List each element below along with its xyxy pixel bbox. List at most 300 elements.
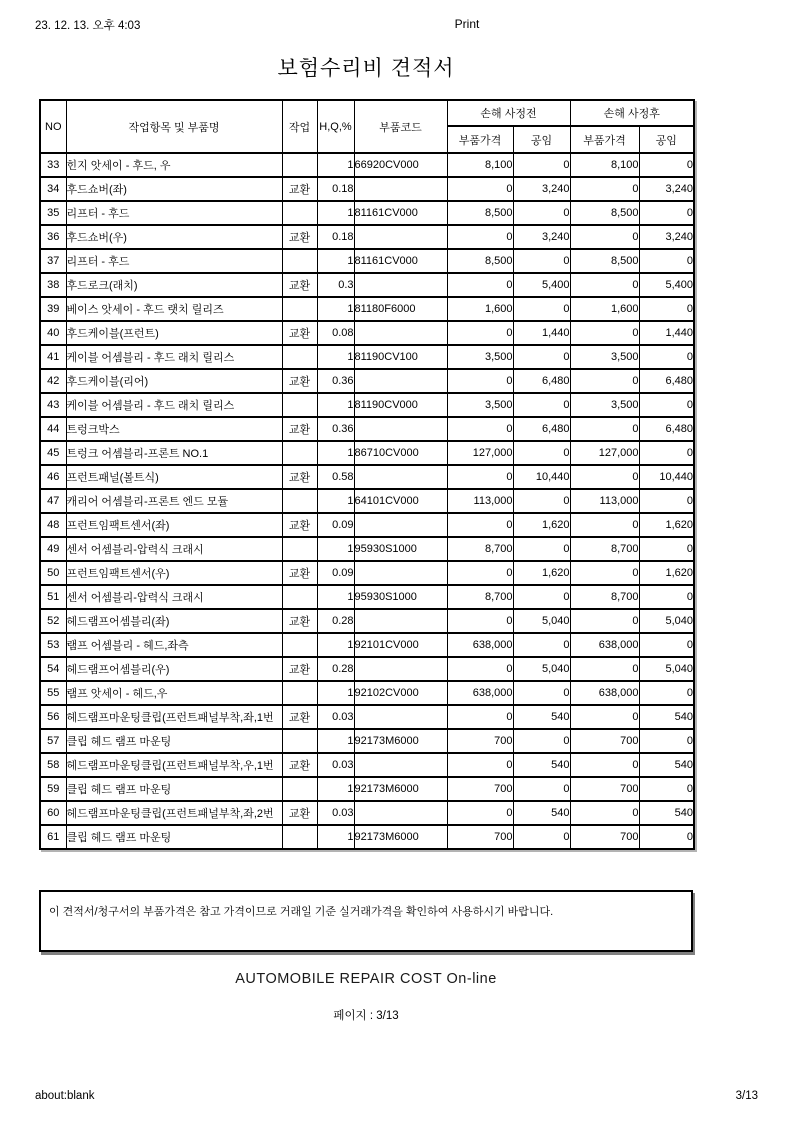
table-row [40,729,694,753]
before-labor: 0 [513,537,570,561]
after-labor: 0 [639,585,694,609]
hq-value: 1 [317,249,354,273]
after-part-price: 0 [570,561,639,585]
before-labor: 0 [513,393,570,417]
part-code: 92173M6000 [354,825,447,849]
row-no: 34 [40,177,66,201]
table-row [40,681,694,705]
work-type: 교환 [282,609,317,633]
col-header-part-code: 부품코드 [354,100,447,153]
row-no: 33 [40,153,66,177]
part-code [354,177,447,201]
after-part-price: 0 [570,657,639,681]
hq-value: 0.18 [317,225,354,249]
before-part-price: 8,700 [447,537,513,561]
row-no: 61 [40,825,66,849]
hq-value: 1 [317,777,354,801]
after-part-price: 3,500 [570,345,639,369]
before-labor: 0 [513,153,570,177]
part-name: 센서 어셈블리-압력식 크래시 [66,585,282,609]
work-type [282,489,317,513]
work-type [282,249,317,273]
row-no: 59 [40,777,66,801]
part-name: 프런트임팩트센서(좌) [66,513,282,537]
work-type: 교환 [282,561,317,585]
part-name: 후드로크(래치) [66,273,282,297]
work-type [282,153,317,177]
row-no: 45 [40,441,66,465]
print-header-title: Print [454,17,480,31]
col-group-before-assessment: 손해 사정전 [447,100,570,126]
table-row [40,249,694,273]
before-part-price: 127,000 [447,441,513,465]
table-row [40,177,694,201]
part-name: 클립 헤드 램프 마운팅 [66,825,282,849]
before-labor: 0 [513,249,570,273]
after-part-price: 0 [570,273,639,297]
before-labor: 1,440 [513,321,570,345]
work-type [282,777,317,801]
hq-value: 1 [317,489,354,513]
before-labor: 0 [513,729,570,753]
table-row [40,777,694,801]
before-labor: 6,480 [513,369,570,393]
part-code: 95930S1000 [354,537,447,561]
after-labor: 0 [639,729,694,753]
table-row [40,369,694,393]
after-part-price: 0 [570,225,639,249]
work-type: 교환 [282,705,317,729]
hq-value: 0.36 [317,417,354,441]
after-labor: 5,040 [639,657,694,681]
after-part-price: 638,000 [570,681,639,705]
after-labor: 0 [639,297,694,321]
after-labor: 0 [639,441,694,465]
hq-value: 0.03 [317,801,354,825]
part-name: 헤드램프어셈블리(우) [66,657,282,681]
before-labor: 0 [513,201,570,225]
work-type: 교환 [282,513,317,537]
page-number: 3/13 [735,1090,758,1102]
work-type: 교환 [282,801,317,825]
after-labor: 540 [639,753,694,777]
after-part-price: 8,700 [570,585,639,609]
table-row [40,393,694,417]
after-labor: 0 [639,249,694,273]
row-no: 39 [40,297,66,321]
after-labor: 0 [639,681,694,705]
table-row [40,705,694,729]
part-name: 후드케이블(리어) [66,369,282,393]
after-labor: 1,440 [639,321,694,345]
table-header [40,100,694,153]
after-part-price: 0 [570,177,639,201]
work-type: 교환 [282,321,317,345]
page-indicator: 페이지 : 3/13 [333,1010,399,1022]
part-code: 81161CV000 [354,249,447,273]
work-type: 교환 [282,369,317,393]
row-no: 44 [40,417,66,441]
before-labor: 1,620 [513,513,570,537]
part-name: 프런트패널(볼트식) [66,465,282,489]
part-code [354,273,447,297]
hq-value: 1 [317,633,354,657]
before-labor: 0 [513,681,570,705]
row-no: 42 [40,369,66,393]
after-labor: 0 [639,489,694,513]
after-part-price: 0 [570,513,639,537]
work-type [282,441,317,465]
hq-value: 1 [317,153,354,177]
part-name: 클립 헤드 램프 마운팅 [66,729,282,753]
work-type: 교환 [282,657,317,681]
before-labor: 5,040 [513,657,570,681]
part-code: 92173M6000 [354,777,447,801]
hq-value: 1 [317,393,354,417]
before-part-price: 700 [447,729,513,753]
part-code: 66920CV000 [354,153,447,177]
hq-value: 0.36 [317,369,354,393]
after-labor: 0 [639,537,694,561]
before-part-price: 8,100 [447,153,513,177]
table-row [40,321,694,345]
work-type [282,345,317,369]
col-header-work: 작업 [282,100,317,153]
after-labor: 1,620 [639,513,694,537]
part-name: 램프 어셈블리 - 헤드,좌측 [66,633,282,657]
work-type [282,393,317,417]
after-part-price: 8,700 [570,537,639,561]
after-part-price: 3,500 [570,393,639,417]
work-type [282,201,317,225]
before-part-price: 638,000 [447,633,513,657]
before-part-price: 3,500 [447,393,513,417]
before-labor: 0 [513,441,570,465]
before-part-price: 8,500 [447,201,513,225]
part-code [354,801,447,825]
row-no: 35 [40,201,66,225]
repair-table-body [40,153,694,849]
part-name: 헤드램프마운팅클립(프런트패널부착,좌,2번 [66,801,282,825]
before-part-price: 0 [447,513,513,537]
table-row [40,513,694,537]
before-labor: 0 [513,585,570,609]
table-row [40,201,694,225]
after-part-price: 638,000 [570,633,639,657]
part-code: 64101CV000 [354,489,447,513]
table-row [40,273,694,297]
hq-value: 0.03 [317,753,354,777]
col-header-hq: H,Q,% [317,100,354,153]
table-row [40,417,694,441]
after-labor: 1,620 [639,561,694,585]
before-part-price: 8,700 [447,585,513,609]
part-code: 81161CV000 [354,201,447,225]
row-no: 57 [40,729,66,753]
after-labor: 0 [639,393,694,417]
after-part-price: 0 [570,369,639,393]
after-part-price: 8,500 [570,249,639,273]
part-code [354,225,447,249]
row-no: 40 [40,321,66,345]
part-name: 헤드램프마운팅클립(프런트패널부착,우,1번 [66,753,282,777]
row-no: 54 [40,657,66,681]
after-part-price: 8,500 [570,201,639,225]
col-header-before-part-price: 부품가격 [447,126,513,153]
work-type: 교환 [282,225,317,249]
work-type: 교환 [282,465,317,489]
before-part-price: 8,500 [447,249,513,273]
before-labor: 3,240 [513,225,570,249]
after-labor: 0 [639,777,694,801]
after-labor: 5,400 [639,273,694,297]
part-code: 81190CV000 [354,393,447,417]
notice-box [39,890,693,952]
repair-estimate-table [39,99,695,850]
part-name: 리프터 - 후드 [66,249,282,273]
before-part-price: 0 [447,177,513,201]
row-no: 52 [40,609,66,633]
after-labor: 5,040 [639,609,694,633]
after-labor: 540 [639,801,694,825]
before-part-price: 113,000 [447,489,513,513]
part-code: 92101CV000 [354,633,447,657]
table-row [40,153,694,177]
before-part-price: 700 [447,777,513,801]
after-labor: 0 [639,201,694,225]
after-labor: 10,440 [639,465,694,489]
table-row [40,465,694,489]
hq-value: 1 [317,681,354,705]
part-name: 프런트임팩트센서(우) [66,561,282,585]
before-part-price: 638,000 [447,681,513,705]
row-no: 50 [40,561,66,585]
before-labor: 0 [513,345,570,369]
source-url: about:blank [35,1090,95,1102]
table-row [40,825,694,849]
table-row [40,537,694,561]
hq-value: 0.58 [317,465,354,489]
after-part-price: 700 [570,825,639,849]
part-code: 86710CV000 [354,441,447,465]
part-name: 케이블 어셈블리 - 후드 래치 릴리스 [66,393,282,417]
after-labor: 6,480 [639,417,694,441]
after-part-price: 700 [570,729,639,753]
hq-value: 1 [317,825,354,849]
hq-value: 0.28 [317,609,354,633]
part-name: 캐리어 어셈블리-프론트 엔드 모듈 [66,489,282,513]
part-name: 케이블 어셈블리 - 후드 래치 릴리스 [66,345,282,369]
before-labor: 6,480 [513,417,570,441]
after-labor: 0 [639,345,694,369]
row-no: 55 [40,681,66,705]
before-labor: 0 [513,297,570,321]
part-code: 95930S1000 [354,585,447,609]
before-part-price: 0 [447,753,513,777]
work-type [282,297,317,321]
row-no: 58 [40,753,66,777]
hq-value: 1 [317,297,354,321]
part-code [354,609,447,633]
after-part-price: 0 [570,465,639,489]
before-part-price: 0 [447,801,513,825]
table-row [40,297,694,321]
work-type: 교환 [282,417,317,441]
part-code [354,705,447,729]
after-part-price: 113,000 [570,489,639,513]
table-row [40,753,694,777]
hq-value: 0.28 [317,657,354,681]
before-part-price: 0 [447,417,513,441]
part-code [354,657,447,681]
before-part-price: 0 [447,465,513,489]
part-code [354,321,447,345]
row-no: 46 [40,465,66,489]
part-code [354,417,447,441]
document-title: 보험수리비 견적서 [277,57,455,80]
hq-value: 1 [317,537,354,561]
before-labor: 0 [513,777,570,801]
row-no: 41 [40,345,66,369]
table-row [40,225,694,249]
row-no: 56 [40,705,66,729]
after-part-price: 0 [570,321,639,345]
after-part-price: 700 [570,777,639,801]
work-type [282,633,317,657]
notice-text: 이 견적서/청구서의 부품가격은 참고 가격이므로 거래일 기준 실거래가격을 확인하여 사용하시기 바랍니다. [49,906,554,918]
after-labor: 3,240 [639,177,694,201]
col-header-after-part-price: 부품가격 [570,126,639,153]
after-labor: 0 [639,633,694,657]
col-header-no: NO [40,100,66,153]
before-labor: 5,400 [513,273,570,297]
table-row [40,585,694,609]
after-labor: 0 [639,153,694,177]
part-name: 힌지 앗세이 - 후드, 우 [66,153,282,177]
work-type: 교환 [282,753,317,777]
before-labor: 1,620 [513,561,570,585]
hq-value: 1 [317,441,354,465]
before-labor: 0 [513,489,570,513]
after-part-price: 0 [570,609,639,633]
before-labor: 3,240 [513,177,570,201]
before-part-price: 3,500 [447,345,513,369]
row-no: 47 [40,489,66,513]
row-no: 43 [40,393,66,417]
col-header-after-labor: 공임 [639,126,694,153]
table-row [40,609,694,633]
hq-value: 0.09 [317,561,354,585]
work-type [282,681,317,705]
after-part-price: 127,000 [570,441,639,465]
table-row [40,657,694,681]
work-type [282,825,317,849]
part-code: 81190CV100 [354,345,447,369]
part-code: 92102CV000 [354,681,447,705]
after-labor: 6,480 [639,369,694,393]
after-labor: 0 [639,825,694,849]
part-name: 센서 어셈블리-압력식 크래시 [66,537,282,561]
work-type: 교환 [282,177,317,201]
after-part-price: 0 [570,753,639,777]
part-name: 클립 헤드 램프 마운팅 [66,777,282,801]
before-labor: 0 [513,633,570,657]
row-no: 53 [40,633,66,657]
after-labor: 3,240 [639,225,694,249]
before-part-price: 0 [447,369,513,393]
hq-value: 0.3 [317,273,354,297]
table-row [40,561,694,585]
part-code [354,561,447,585]
hq-value: 1 [317,729,354,753]
row-no: 60 [40,801,66,825]
work-type [282,585,317,609]
before-part-price: 0 [447,273,513,297]
part-name: 트렁크 어셈블리-프론트 NO.1 [66,441,282,465]
row-no: 36 [40,225,66,249]
after-part-price: 0 [570,801,639,825]
hq-value: 0.08 [317,321,354,345]
hq-value: 1 [317,345,354,369]
part-name: 후드쇼버(좌) [66,177,282,201]
table-row [40,633,694,657]
before-labor: 10,440 [513,465,570,489]
part-name: 헤드램프마운팅클립(프런트패널부착,좌,1번 [66,705,282,729]
before-part-price: 1,600 [447,297,513,321]
work-type [282,729,317,753]
part-name: 리프터 - 후드 [66,201,282,225]
row-no: 51 [40,585,66,609]
part-code [354,513,447,537]
part-code [354,753,447,777]
before-labor: 0 [513,825,570,849]
table-row [40,489,694,513]
work-type [282,537,317,561]
row-no: 38 [40,273,66,297]
hq-value: 1 [317,585,354,609]
table-row [40,441,694,465]
before-part-price: 0 [447,705,513,729]
before-part-price: 0 [447,657,513,681]
before-labor: 540 [513,801,570,825]
part-code [354,369,447,393]
before-part-price: 700 [447,825,513,849]
table-row [40,801,694,825]
part-name: 헤드램프어셈블리(좌) [66,609,282,633]
hq-value: 0.09 [317,513,354,537]
after-labor: 540 [639,705,694,729]
part-name: 후드쇼버(우) [66,225,282,249]
after-part-price: 8,100 [570,153,639,177]
part-code: 92173M6000 [354,729,447,753]
before-part-price: 0 [447,609,513,633]
hq-value: 0.03 [317,705,354,729]
work-type: 교환 [282,273,317,297]
part-code [354,465,447,489]
table-row [40,345,694,369]
before-labor: 540 [513,753,570,777]
before-part-price: 0 [447,225,513,249]
hq-value: 0.18 [317,177,354,201]
col-header-before-labor: 공임 [513,126,570,153]
before-labor: 540 [513,705,570,729]
print-timestamp: 23. 12. 13. 오후 4:03 [35,20,141,32]
part-code: 81180F6000 [354,297,447,321]
hq-value: 1 [317,201,354,225]
part-name: 램프 앗세이 - 헤드,우 [66,681,282,705]
before-labor: 5,040 [513,609,570,633]
after-part-price: 0 [570,417,639,441]
